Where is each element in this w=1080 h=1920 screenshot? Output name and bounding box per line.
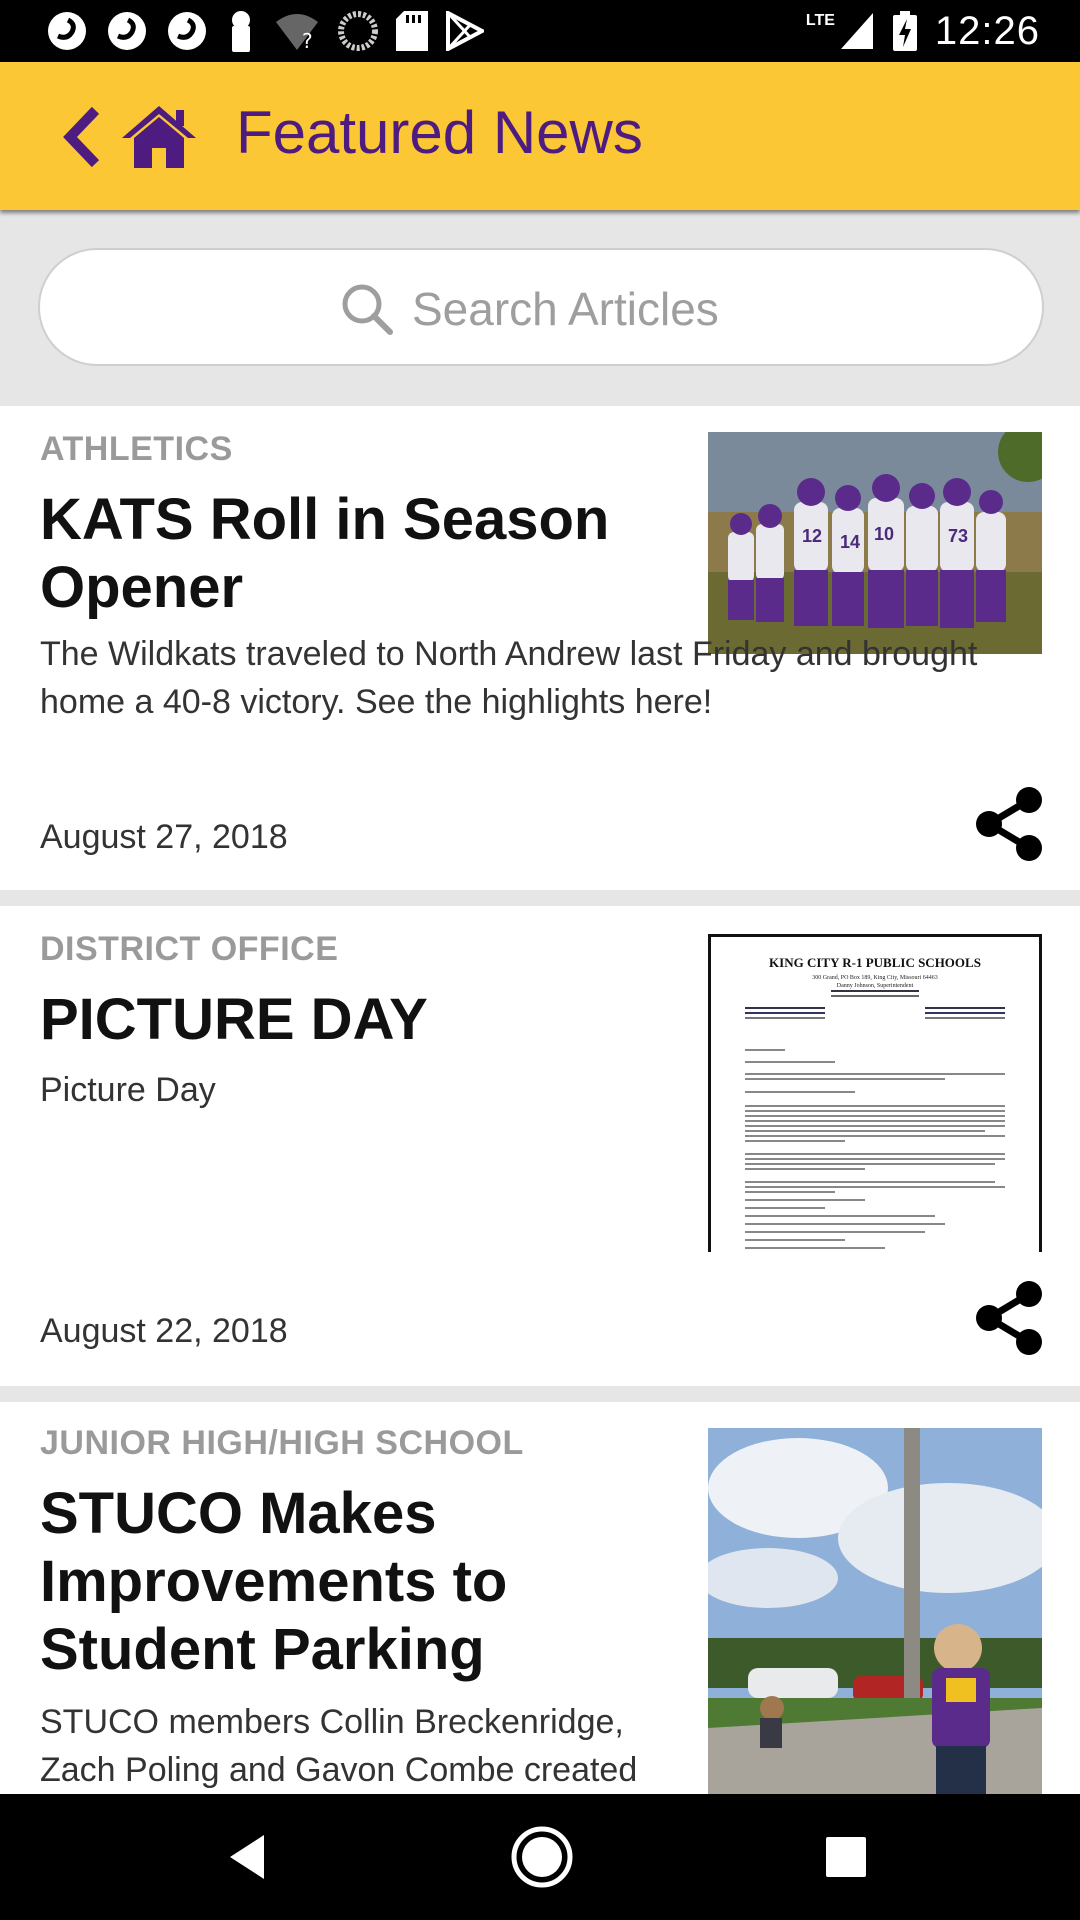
article-card[interactable]: [0, 406, 1080, 890]
share-button[interactable]: [974, 1280, 1044, 1356]
article-date: August 22, 2018: [40, 1312, 288, 1350]
article-headline[interactable]: STUCO Makes Improvements to Student Parking: [40, 1481, 508, 1682]
article-category: DISTRICT OFFICE: [40, 930, 339, 968]
article-card[interactable]: [0, 906, 1080, 1386]
system-nav-bar: [0, 1794, 1080, 1920]
article-card[interactable]: [0, 1402, 1080, 1794]
nav-home-icon[interactable]: [510, 1825, 574, 1889]
search-input[interactable]: [412, 274, 912, 344]
article-headline[interactable]: PICTURE DAY: [40, 987, 428, 1052]
search-box[interactable]: [38, 248, 1044, 366]
article-summary: The Wildkats traveled to North Andrew last Friday and brought home a 40-8 victory. See the highlights here!: [40, 635, 978, 721]
chevron-left-icon: [56, 102, 104, 172]
wifi-question-icon: [274, 10, 320, 52]
back-button[interactable]: [56, 102, 104, 172]
network-type: LTE: [805, 12, 835, 29]
home-button[interactable]: [120, 102, 198, 172]
doc-address: 300 Grand, PO Box 189, King City, Missouri 64463: [812, 975, 938, 981]
article-summary: STUCO members Collin Breckenridge, Zach Poling and Gavon Combe created: [40, 1703, 638, 1789]
notification-icon: [46, 10, 88, 52]
article-headline[interactable]: KATS Roll in Season Opener: [40, 487, 610, 620]
parking-lot-photo: [708, 1428, 1042, 1794]
svg-text:?: ?: [302, 29, 313, 52]
signal-icon: [839, 11, 875, 51]
sd-card-icon: [396, 11, 428, 51]
status-time: 12:26: [934, 8, 1040, 53]
svg-text:73: 73: [948, 526, 969, 546]
notification-icon: [106, 10, 148, 52]
article-thumbnail[interactable]: [708, 1428, 1042, 1794]
home-icon: [120, 102, 198, 172]
status-bar: [0, 0, 1080, 62]
article-date: August 27, 2018: [40, 818, 288, 856]
nav-back-icon[interactable]: [220, 1827, 280, 1887]
battery-charging-icon: [893, 11, 917, 51]
play-store-icon: [446, 11, 484, 51]
article-category: ATHLETICS: [40, 430, 233, 468]
notification-icon: [166, 10, 208, 52]
article-thumbnail[interactable]: [708, 432, 1042, 654]
share-button[interactable]: [974, 786, 1044, 862]
doc-heading: KING CITY R-1 PUBLIC SCHOOLS: [769, 955, 981, 970]
doc-person: Danny Johnson, Superintendent: [836, 983, 914, 989]
status-icons-left: [46, 10, 484, 52]
share-icon: [974, 1280, 1044, 1356]
sync-icon: [338, 11, 378, 51]
keyhole-icon: [226, 10, 256, 52]
search-area: [0, 210, 1080, 406]
svg-text:10: 10: [874, 524, 895, 544]
svg-text:12: 12: [802, 526, 823, 546]
search-icon: [340, 282, 394, 336]
svg-text:14: 14: [840, 532, 861, 552]
article-category: JUNIOR HIGH/HIGH SCHOOL: [40, 1424, 524, 1462]
football-team-photo: [708, 432, 1042, 654]
share-icon: [974, 786, 1044, 862]
article-summary: Picture Day: [40, 1071, 216, 1109]
app-bar: [0, 62, 1080, 210]
page-title: Featured News: [236, 99, 643, 166]
letter-document-photo: [711, 937, 1039, 1252]
status-icons-right: [806, 8, 1040, 54]
article-thumbnail[interactable]: [708, 934, 1042, 1252]
nav-recent-apps-icon[interactable]: [820, 1831, 872, 1883]
